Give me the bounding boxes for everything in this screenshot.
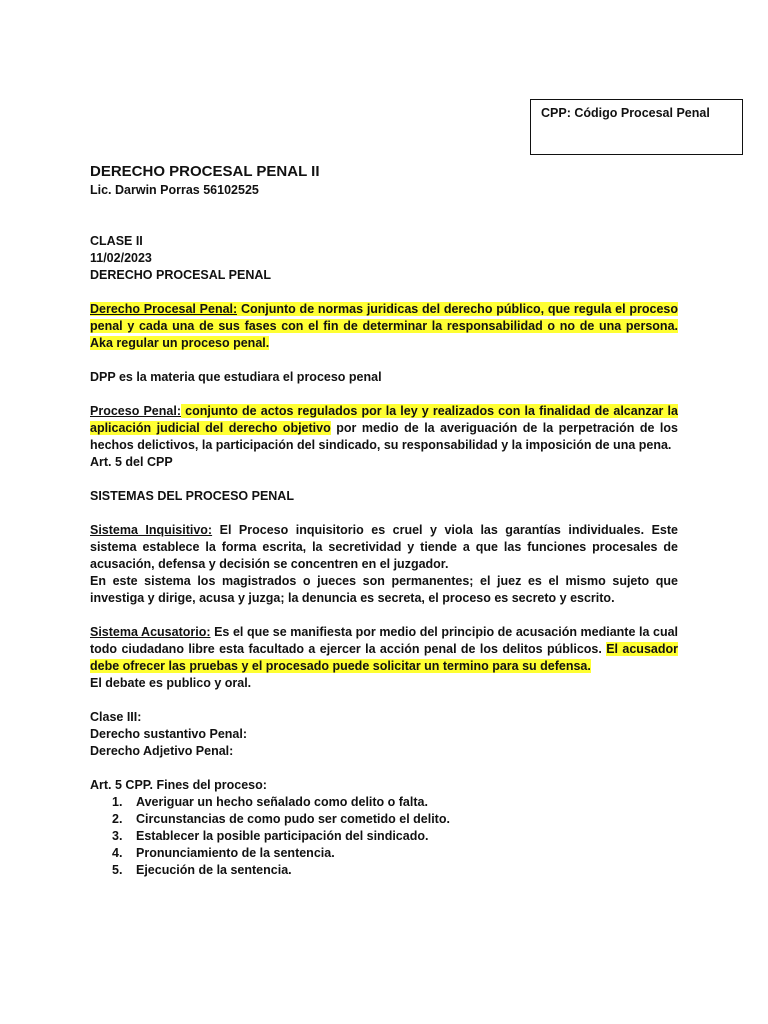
list-item: [90, 845, 678, 862]
proceso-art: Art. 5 del CPP: [90, 455, 173, 469]
inquisitivo-text1: El Proceso inquisitorio es cruel y viola las garantías individuales. Este sistema establece la forma escrita, la secretividad y tiende a que las funciones procesales de acusación, defensa y decisión se concentren en el juzgador.: [90, 523, 678, 571]
list-item-text: Establecer la posible participación del sindicado.: [136, 829, 429, 843]
dpp-note: DPP es la materia que estudiara el proceso penal: [90, 370, 382, 384]
clase3-label: Clase III:: [90, 710, 142, 724]
list-item-text: Ejecución de la sentencia.: [136, 863, 292, 877]
acusatorio-highlight: El acusador debe ofrecer las pruebas y el procesado puede solicitar un termino para su defensa.: [90, 642, 678, 673]
fines-list: [90, 794, 678, 879]
list-item-text: Averiguar un hecho señalado como delito o falta.: [136, 795, 428, 809]
proceso-highlight: conjunto de actos regulados por la ley y realizados con la finalidad de alcanzar la aplicación judicial del derecho objetivo: [90, 404, 678, 435]
list-item-number: 3.: [112, 829, 123, 843]
list-item-number: 1.: [112, 795, 123, 809]
dpp-term: Derecho Procesal Penal:: [90, 302, 238, 316]
list-item: [90, 811, 678, 828]
dpp-text: Conjunto de normas juridicas del derecho público, que regula el proceso penal y cada una de sus fases con el fin de determinar la responsabilidad o no de una persona. Aka regular un proceso penal.: [90, 302, 678, 350]
proceso-definition: [90, 403, 678, 454]
list-item-text: Pronunciamiento de la sentencia.: [136, 846, 335, 860]
acusatorio-text: Es el que se manifiesta por medio del principio de acusación mediante la cual todo ciudadano libre esta facultado a ejercer la acción penal de los delitos públicos.: [90, 625, 678, 656]
dpp-definition: [90, 301, 678, 352]
document-body: [90, 162, 678, 879]
clase3-adjetivo: Derecho Adjetivo Penal:: [90, 744, 234, 758]
list-item: [90, 862, 678, 879]
cpp-note-text: CPP: Código Procesal Penal: [541, 106, 710, 120]
document-title: DERECHO PROCESAL PENAL II: [90, 163, 320, 180]
acusatorio-term: Sistema Acusatorio:: [90, 625, 211, 639]
inquisitivo-paragraph: [90, 522, 678, 573]
proceso-rest: por medio de la averiguación de la perpetración de los hechos delictivos, la participación del sindicado, su responsabilidad y la imposición de una pena.: [90, 421, 678, 452]
clase2-topic: DERECHO PROCESAL PENAL: [90, 268, 272, 282]
clase2-date: 11/02/2023: [90, 251, 152, 265]
fines-heading: Art. 5 CPP. Fines del proceso:: [90, 778, 267, 792]
clase3-sustantivo: Derecho sustantivo Penal:: [90, 727, 247, 741]
list-item-number: 5.: [112, 863, 123, 877]
author-line: Lic. Darwin Porras 56102525: [90, 183, 259, 197]
list-item: [90, 794, 678, 811]
list-item-number: 2.: [112, 812, 123, 826]
inquisitivo-paragraph-2: En este sistema los magistrados o jueces son permanentes; el juez es el mismo sujeto que investiga y dirige, acusa y juzga; la denuncia es secreta, el proceso es secreto y escrito.: [90, 574, 678, 605]
list-item-number: 4.: [112, 846, 123, 860]
inquisitivo-term: Sistema Inquisitivo:: [90, 523, 213, 537]
debate-line: El debate es publico y oral.: [90, 676, 252, 690]
cpp-note-box: [530, 99, 743, 155]
acusatorio-paragraph: [90, 624, 678, 675]
clase2-label: CLASE II: [90, 234, 143, 248]
list-item-text: Circunstancias de como pudo ser cometido el delito.: [136, 812, 450, 826]
list-item: [90, 828, 678, 845]
proceso-term: Proceso Penal:: [90, 404, 181, 418]
sistemas-heading: SISTEMAS DEL PROCESO PENAL: [90, 489, 294, 503]
